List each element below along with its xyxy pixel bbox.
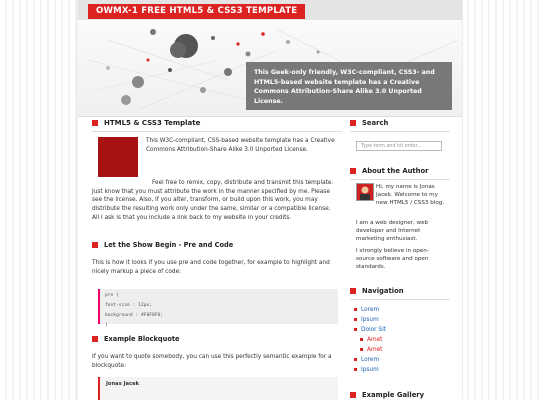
author-intro: Hi, my name is Jonas Jacek. Welcome to my new HTML5 / CSS3 blog.	[376, 184, 445, 206]
navigation-title: Navigation	[362, 287, 404, 295]
divider	[350, 299, 450, 300]
gallery-heading	[350, 391, 424, 399]
hero-description: This Geek-only friendly, W3C-compliant, CSS3- and HTML5-based website template has a Creative Commons Attribution-Share Alike 3.0 Unported License.	[246, 62, 452, 110]
code-block	[98, 289, 338, 328]
nav-item[interactable]	[354, 315, 450, 325]
bullet-square-icon	[350, 120, 356, 126]
bullet-square-icon	[92, 336, 98, 342]
site-logo[interactable]: OWMX-1 FREE HTML5 & CSS3 TEMPLATE	[88, 4, 305, 19]
nav-item-label: Lorem	[361, 357, 380, 363]
section-title-quote: Example Blockquote	[104, 335, 180, 343]
bullet-square-icon	[92, 120, 98, 126]
navigation-list	[354, 305, 450, 375]
bullet-icon	[354, 358, 357, 361]
nav-subitem[interactable]	[354, 345, 450, 355]
hero-banner	[78, 20, 462, 117]
main-title-heading	[92, 119, 200, 127]
section-title-code: Let the Show Begin - Pre and Code	[104, 241, 234, 249]
nav-item[interactable]	[354, 355, 450, 365]
bullet-icon	[354, 318, 357, 321]
bullet-icon	[354, 368, 357, 371]
quote-author: Jonas Jacek	[106, 381, 140, 387]
bullet-square-icon	[350, 392, 356, 398]
main-title: HTML5 & CSS3 Template	[104, 119, 201, 127]
nav-item-label: Lorem	[361, 307, 380, 313]
blockquote	[98, 377, 338, 400]
main-content	[92, 117, 342, 400]
author-title: About the Author	[362, 167, 429, 175]
sidebar	[350, 117, 450, 400]
gallery-title: Example Gallery	[362, 391, 425, 399]
intro-text: This W3C-compliant, CSS-based website template has a Creative Commons Attribution-Share Alike 3.0 Unported License.	[146, 138, 335, 153]
code-line: pre {	[105, 293, 119, 298]
nav-item-label: Ipsum	[361, 317, 379, 323]
nav-item[interactable]	[354, 325, 450, 335]
code-line: font-size : 12px;	[105, 303, 153, 308]
bullet-square-icon	[350, 288, 356, 294]
bullet-square-icon	[92, 242, 98, 248]
search-title: Search	[362, 119, 389, 127]
nav-item-label: Ipsum	[361, 367, 379, 373]
nav-subitem[interactable]	[354, 335, 450, 345]
bullet-icon	[354, 308, 357, 311]
author-avatar	[356, 183, 374, 201]
section-heading-code	[92, 241, 233, 249]
page-container	[78, 0, 462, 400]
navigation-heading	[350, 287, 404, 295]
search-input[interactable]: Type term and hit enter...	[356, 141, 442, 151]
quote-intro-text: If you want to quote somebody, you can use this perfectly semantic example for a blockquote:	[92, 354, 332, 369]
bullet-square-icon	[350, 168, 356, 174]
section-heading-quote	[92, 335, 180, 343]
code-intro-text: This is how it looks if you use pre and code together, for example to highlight and nicely markup a piece of code:	[92, 260, 330, 275]
bullet-icon	[360, 338, 363, 341]
nav-item-label: Amet	[367, 347, 383, 353]
license-paragraph: Feel free to remix, copy, distribute and transmit this template. Just know that you must attribute the work in the manner specified by me. Please see the license. Also, if you alter, transform, or build upon this work, you may distribute the resulting work only under the same, similar or a compatible license. All I ask is that you include a link back to my website in your credits.	[92, 180, 334, 221]
feature-image	[98, 137, 138, 177]
bullet-icon	[354, 328, 357, 331]
search-heading	[350, 119, 388, 127]
bullet-icon	[360, 348, 363, 351]
top-bar	[78, 0, 462, 21]
author-bio: I am a web designer, web developer and Internet marketing enthusiast.	[356, 220, 429, 242]
nav-item-label: Dolor Sit	[361, 327, 386, 333]
divider	[350, 179, 450, 180]
nav-item[interactable]	[354, 365, 450, 375]
author-heading	[350, 167, 429, 175]
nav-item[interactable]	[354, 305, 450, 315]
person-icon	[357, 184, 373, 200]
code-line: background : #F0F0F0;	[105, 313, 164, 318]
author-beliefs: I strongly believe in open-source software and open standards.	[356, 248, 429, 270]
divider	[92, 131, 342, 132]
code-line: }	[105, 323, 108, 328]
divider	[350, 131, 450, 132]
nav-item-label: Amet	[367, 337, 383, 343]
